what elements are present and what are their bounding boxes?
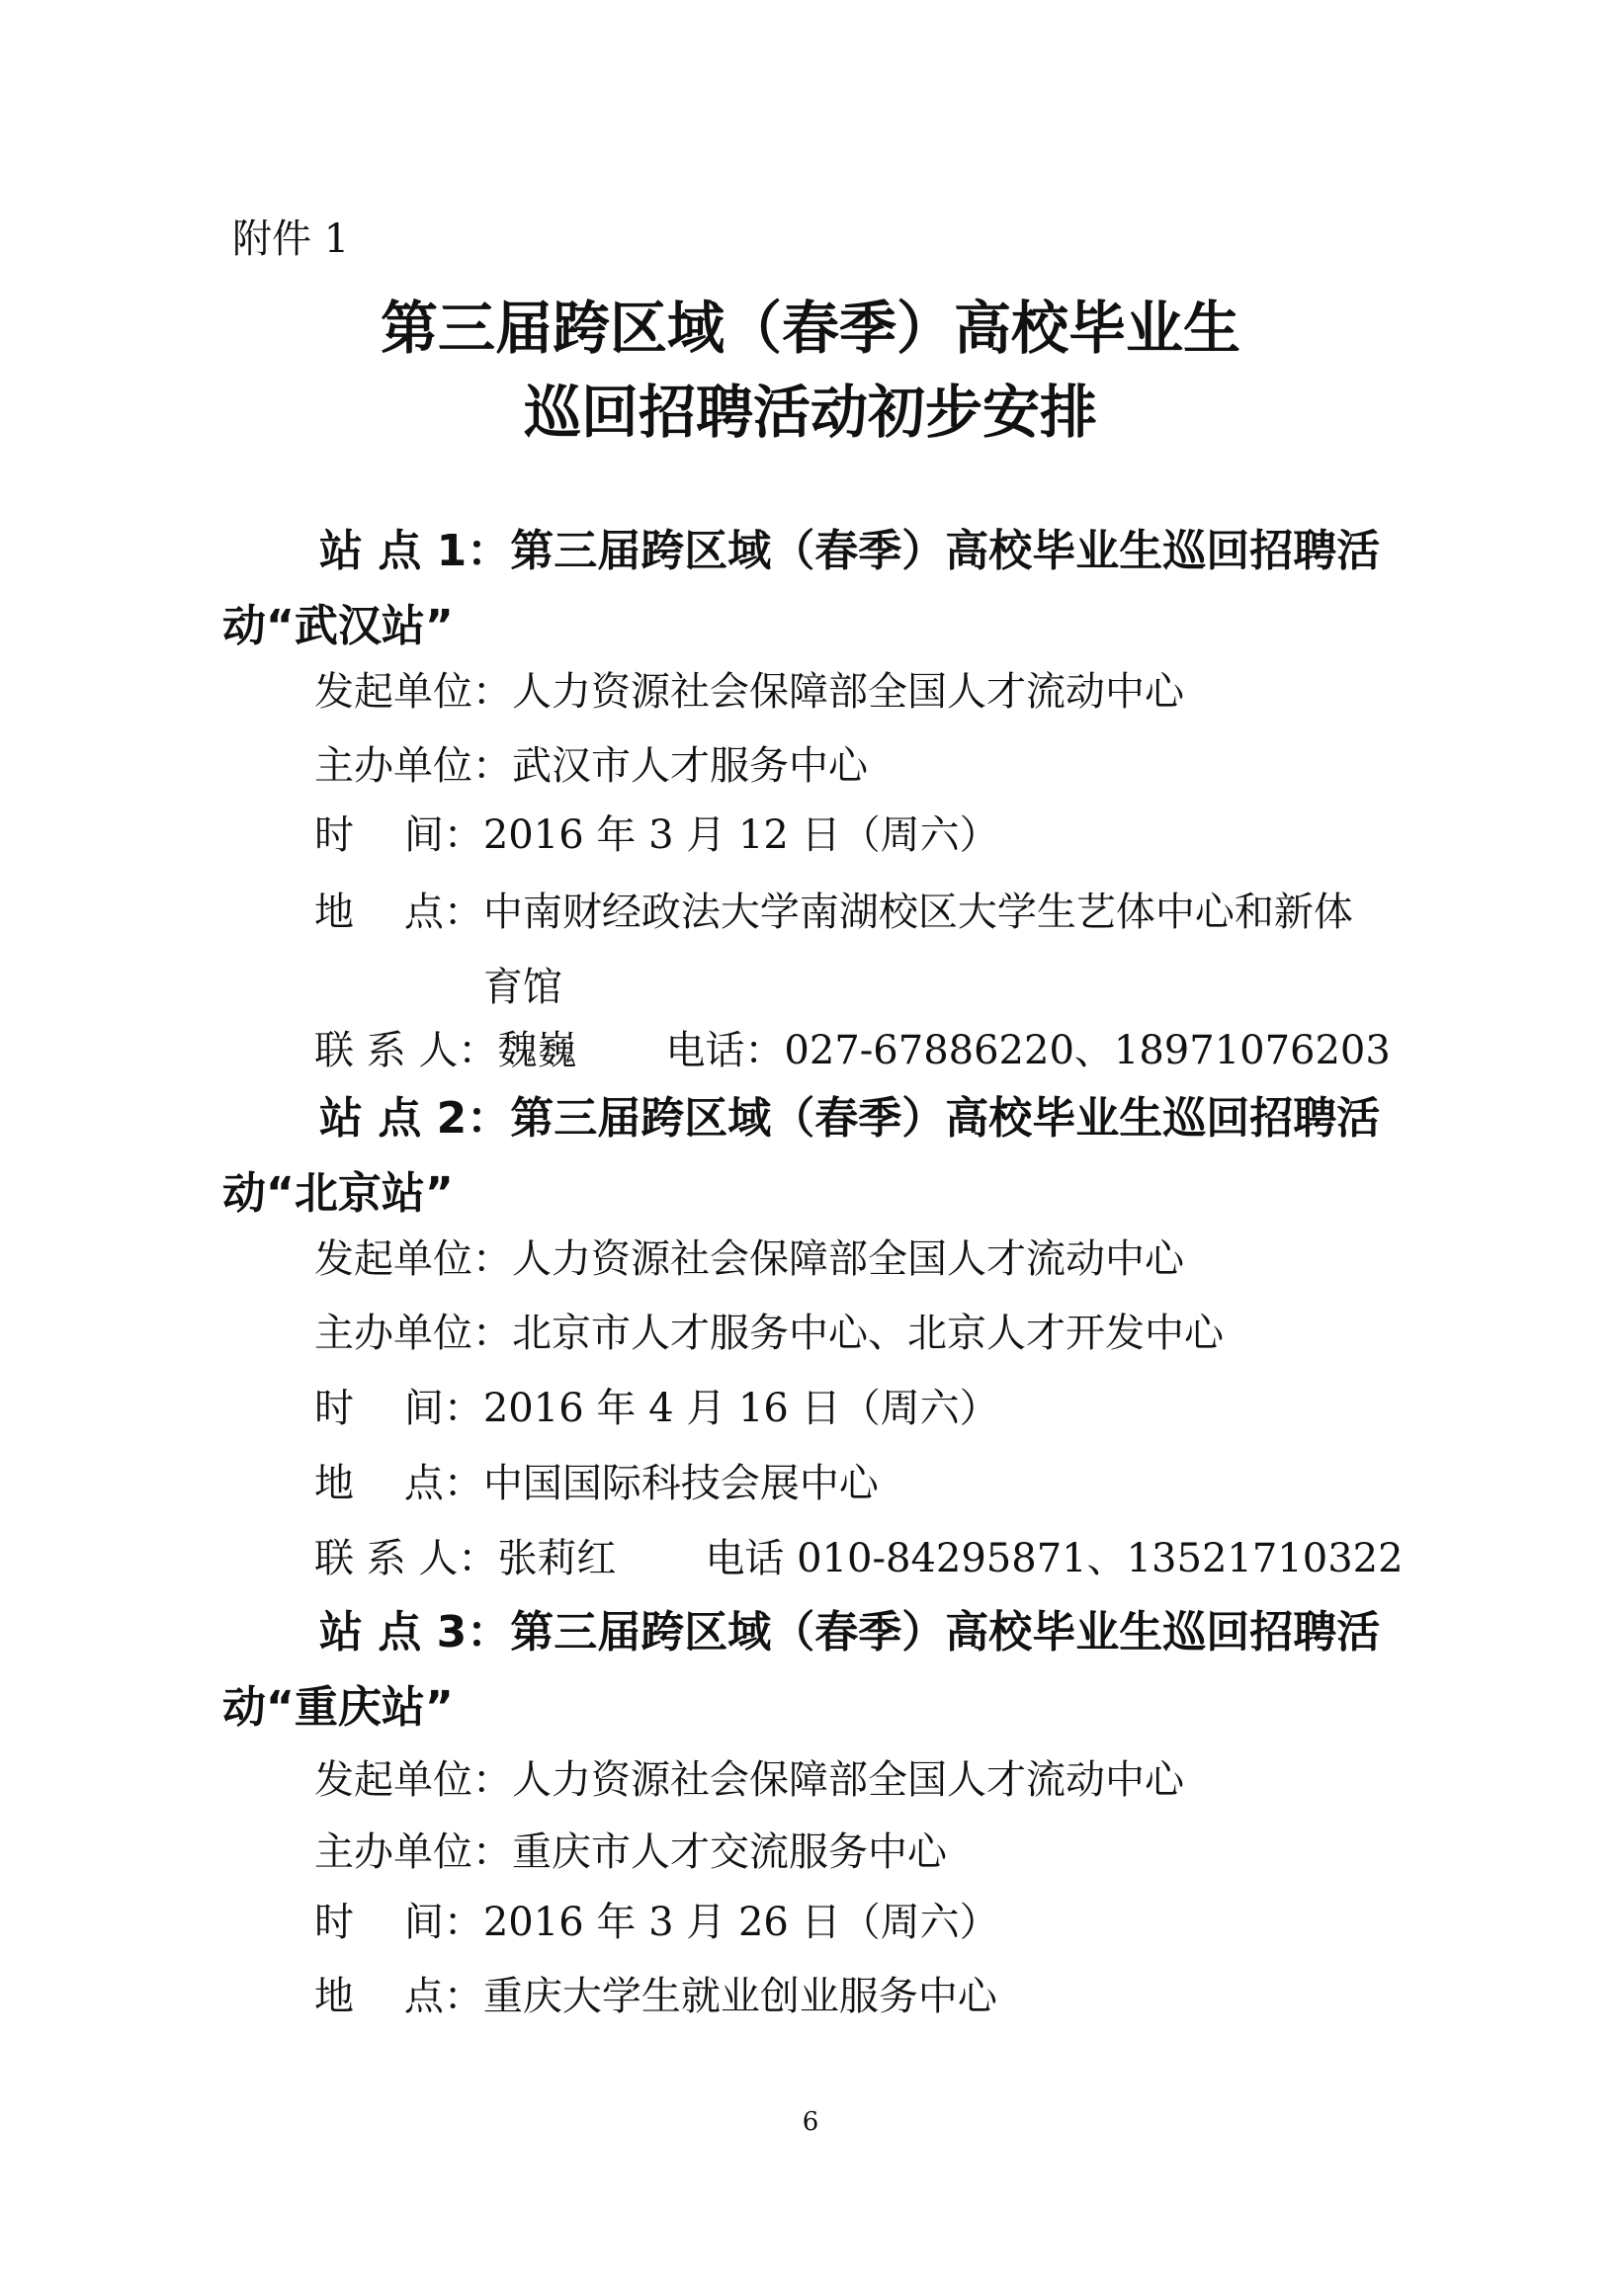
- time-value: 2016 年 3 月 12 日（周六）: [482, 812, 999, 858]
- organizer-label: 主办单位：: [314, 1829, 512, 1875]
- station-2-contact-row: [314, 1531, 1404, 1586]
- phone-value: 电话 010-84295871、13521710322: [705, 1536, 1404, 1581]
- station-1-heading: 站 点 1：第三届跨区域（春季）高校毕业生巡回招聘活动“武汉站”: [222, 526, 1381, 651]
- organizer-label: 主办单位：: [314, 743, 512, 789]
- time-value: 2016 年 4 月 16 日（周六）: [482, 1386, 999, 1431]
- station-3-sponsor-row: [314, 1752, 1184, 1808]
- station-1-sponsor-row: [314, 664, 1184, 720]
- phone-value: 电话：027-67886220、18971076203: [665, 1028, 1391, 1073]
- station-3-heading: 站 点 3：第三届跨区域（春季）高校毕业生巡回招聘活动“重庆站”: [222, 1607, 1381, 1733]
- place-value: 中国国际科技会展中心: [482, 1461, 879, 1506]
- station-2-time-row: [314, 1381, 999, 1436]
- station-1-contact-row: [314, 1023, 1391, 1078]
- time-value: 2016 年 3 月 26 日（周六）: [482, 1900, 999, 1945]
- station-3-organizer-row: [314, 1825, 947, 1880]
- contact-value: 魏巍: [497, 1028, 577, 1073]
- time-label: 时 间：: [314, 1386, 483, 1431]
- station-1-time-row: [314, 808, 999, 863]
- attachment-label: 附件 1: [232, 216, 350, 262]
- organizer-value: 武汉市人才服务中心: [512, 743, 868, 789]
- place-value: 中南财经政法大学南湖校区大学生艺体中心和新体育馆: [482, 890, 1353, 1010]
- title-line-2: 巡回招聘活动初步安排: [523, 379, 1097, 446]
- title-line-1: 第三届跨区域（春季）高校毕业生: [380, 295, 1240, 362]
- contact-label: 联 系 人：: [314, 1028, 498, 1073]
- page-number: 6: [802, 2107, 819, 2137]
- sponsor-value: 人力资源社会保障部全国人才流动中心: [512, 1236, 1184, 1282]
- station-3-time-row: [314, 1895, 999, 1950]
- contact-label: 联 系 人：: [314, 1536, 498, 1581]
- place-label: 地 点：: [314, 1974, 483, 2019]
- station-3-place-row: [314, 1969, 997, 2024]
- contact-value: 张莉红: [497, 1536, 617, 1581]
- station-2-sponsor-row: [314, 1232, 1184, 1287]
- station-2-heading: 站 点 2：第三届跨区域（春季）高校毕业生巡回招聘活动“北京站”: [222, 1093, 1381, 1219]
- sponsor-value: 人力资源社会保障部全国人才流动中心: [512, 669, 1184, 715]
- place-value: 重庆大学生就业创业服务中心: [482, 1974, 997, 2019]
- sponsor-label: 发起单位：: [314, 1757, 512, 1803]
- station-1-organizer-row: [314, 738, 868, 794]
- organizer-value: 重庆市人才交流服务中心: [512, 1829, 947, 1875]
- place-label: 地 点：: [314, 1461, 483, 1506]
- place-label: 地 点：: [314, 890, 483, 935]
- time-label: 时 间：: [314, 812, 483, 858]
- station-1-place-row: [314, 875, 1353, 1025]
- organizer-label: 主办单位：: [314, 1311, 512, 1356]
- time-label: 时 间：: [314, 1900, 483, 1945]
- station-2-place-row: [314, 1456, 879, 1511]
- sponsor-value: 人力资源社会保障部全国人才流动中心: [512, 1757, 1184, 1803]
- sponsor-label: 发起单位：: [314, 669, 512, 715]
- sponsor-label: 发起单位：: [314, 1236, 512, 1282]
- organizer-value: 北京市人才服务中心、北京人才开发中心: [512, 1311, 1224, 1356]
- station-2-organizer-row: [314, 1306, 1224, 1361]
